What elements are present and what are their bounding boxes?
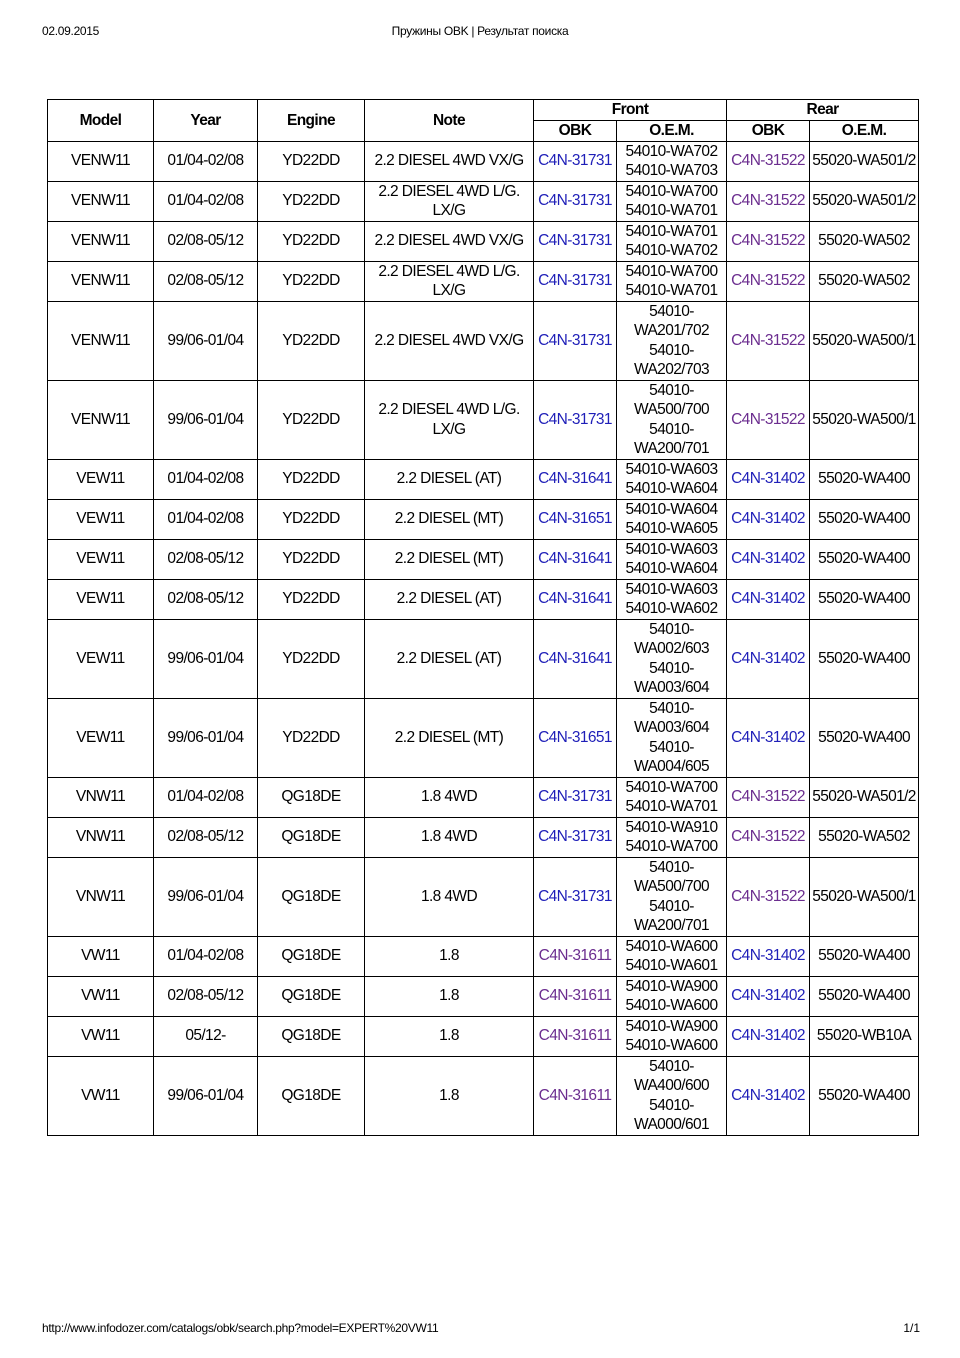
cell-model: VEW11 xyxy=(48,579,154,619)
page-title: Пружины OBK | Результат поиска xyxy=(391,24,569,38)
col-header-engine: Engine xyxy=(258,100,365,142)
cell-model: VEW11 xyxy=(48,619,154,698)
page-number: 1/1 xyxy=(903,1321,920,1335)
cell-rear-obk: C4N-31402 xyxy=(727,976,810,1016)
cell-model: VW11 xyxy=(48,1056,154,1135)
cell-year: 01/04-02/08 xyxy=(154,936,258,976)
front-oem-line: 54010-WA700 xyxy=(625,778,718,796)
front-oem-line: 54010- xyxy=(649,738,694,756)
col-header-year: Year xyxy=(154,100,258,142)
cell-rear-obk: C4N-31522 xyxy=(727,301,810,380)
cell-engine: YD22DD xyxy=(258,459,365,499)
cell-front-obk: C4N-31611 xyxy=(534,1016,617,1056)
cell-year: 02/08-05/12 xyxy=(154,579,258,619)
cell-engine: YD22DD xyxy=(258,261,365,301)
cell-note: 2.2 DIESEL 4WD L/G. LX/G xyxy=(365,380,534,459)
front-oem-line: 54010-WA600 xyxy=(625,997,718,1014)
cell-rear-obk: C4N-31402 xyxy=(727,698,810,777)
front-oem-line: 54010-WA603 xyxy=(625,460,718,478)
col-header-front-oem: O.E.M. xyxy=(617,121,727,142)
cell-engine: YD22DD xyxy=(258,579,365,619)
cell-rear-obk: C4N-31522 xyxy=(727,777,810,817)
cell-front-obk: C4N-31731 xyxy=(534,181,617,221)
cell-rear-oem: 55020-WB10A xyxy=(810,1016,919,1056)
front-oem-line: 54010-WA900 xyxy=(625,1017,718,1035)
cell-rear-obk: C4N-31402 xyxy=(727,499,810,539)
front-oem-line: WA500/700 xyxy=(633,401,710,418)
front-oem-line: WA400/600 xyxy=(633,1077,710,1094)
cell-year: 99/06-01/04 xyxy=(154,380,258,459)
cell-model: VNW11 xyxy=(48,817,154,857)
cell-rear-oem: 55020-WA502 xyxy=(810,221,919,261)
cell-year: 02/08-05/12 xyxy=(154,221,258,261)
cell-note: 2.2 DIESEL 4WD VX/G xyxy=(365,141,534,181)
table-row xyxy=(48,817,919,857)
cell-front-oem xyxy=(617,1056,727,1135)
cell-year: 99/06-01/04 xyxy=(154,619,258,698)
cell-front-oem xyxy=(617,301,727,380)
front-oem-line: 54010-WA700 xyxy=(625,262,718,280)
cell-year: 99/06-01/04 xyxy=(154,698,258,777)
cell-engine: QG18DE xyxy=(258,817,365,857)
front-oem-line: WA000/601 xyxy=(633,1116,710,1133)
front-oem-line: 54010- xyxy=(649,659,694,677)
front-oem-line: 54010- xyxy=(649,1057,694,1075)
front-oem-line: 54010-WA602 xyxy=(625,600,718,617)
table-row xyxy=(48,619,919,698)
cell-model: VEW11 xyxy=(48,499,154,539)
cell-front-obk: C4N-31731 xyxy=(534,301,617,380)
cell-note: 1.8 4WD xyxy=(365,777,534,817)
cell-model: VENW11 xyxy=(48,141,154,181)
cell-engine: QG18DE xyxy=(258,976,365,1016)
cell-rear-oem: 55020-WA400 xyxy=(810,539,919,579)
cell-rear-obk: C4N-31402 xyxy=(727,539,810,579)
cell-engine: QG18DE xyxy=(258,777,365,817)
cell-year: 01/04-02/08 xyxy=(154,459,258,499)
cell-rear-obk: C4N-31522 xyxy=(727,221,810,261)
cell-model: VNW11 xyxy=(48,857,154,936)
cell-rear-obk: C4N-31402 xyxy=(727,459,810,499)
front-oem-line: 54010-WA700 xyxy=(625,838,718,855)
front-oem-line: 54010- xyxy=(649,620,694,638)
cell-model: VEW11 xyxy=(48,539,154,579)
cell-rear-obk: C4N-31522 xyxy=(727,380,810,459)
col-header-rear-obk: OBK xyxy=(727,121,810,142)
table-body xyxy=(48,141,919,1135)
springs-table xyxy=(47,99,919,1136)
cell-engine: YD22DD xyxy=(258,181,365,221)
cell-front-oem xyxy=(617,579,727,619)
cell-note: 2.2 DIESEL (AT) xyxy=(365,459,534,499)
front-oem-line: 54010-WA601 xyxy=(625,957,718,974)
cell-front-oem xyxy=(617,499,727,539)
cell-note: 2.2 DIESEL 4WD L/G. LX/G xyxy=(365,181,534,221)
cell-rear-oem: 55020-WA501/2 xyxy=(810,141,919,181)
cell-front-obk: C4N-31611 xyxy=(534,936,617,976)
front-oem-line: WA202/703 xyxy=(633,361,710,378)
cell-front-oem xyxy=(617,221,727,261)
cell-model: VENW11 xyxy=(48,221,154,261)
cell-front-obk: C4N-31731 xyxy=(534,380,617,459)
front-oem-line: 54010- xyxy=(649,341,694,359)
cell-year: 99/06-01/04 xyxy=(154,857,258,936)
cell-rear-oem: 55020-WA500/1 xyxy=(810,857,919,936)
front-oem-line: 54010-WA605 xyxy=(625,520,718,537)
cell-year: 01/04-02/08 xyxy=(154,181,258,221)
cell-front-obk: C4N-31641 xyxy=(534,579,617,619)
cell-rear-obk: C4N-31522 xyxy=(727,261,810,301)
cell-front-oem xyxy=(617,777,727,817)
cell-rear-oem: 55020-WA400 xyxy=(810,579,919,619)
cell-rear-oem: 55020-WA501/2 xyxy=(810,777,919,817)
cell-rear-oem: 55020-WA500/1 xyxy=(810,301,919,380)
cell-front-obk: C4N-31611 xyxy=(534,976,617,1016)
cell-front-obk: C4N-31641 xyxy=(534,459,617,499)
front-oem-line: 54010- xyxy=(649,420,694,438)
table-row xyxy=(48,1056,919,1135)
front-oem-line: 54010- xyxy=(649,1096,694,1114)
front-oem-line: 54010- xyxy=(649,302,694,320)
table-row xyxy=(48,698,919,777)
cell-note: 1.8 xyxy=(365,976,534,1016)
cell-front-oem xyxy=(617,459,727,499)
cell-rear-oem: 55020-WA400 xyxy=(810,976,919,1016)
cell-engine: QG18DE xyxy=(258,857,365,936)
cell-note: 2.2 DIESEL (AT) xyxy=(365,619,534,698)
table-row xyxy=(48,380,919,459)
front-oem-line: 54010-WA701 xyxy=(625,202,718,219)
cell-engine: YD22DD xyxy=(258,698,365,777)
cell-model: VNW11 xyxy=(48,777,154,817)
front-oem-line: 54010- xyxy=(649,858,694,876)
cell-front-oem xyxy=(617,619,727,698)
cell-year: 05/12- xyxy=(154,1016,258,1056)
table-row xyxy=(48,976,919,1016)
cell-model: VEW11 xyxy=(48,698,154,777)
front-oem-line: 54010-WA703 xyxy=(625,162,718,179)
cell-front-oem xyxy=(617,817,727,857)
cell-note: 2.2 DIESEL (AT) xyxy=(365,579,534,619)
cell-year: 02/08-05/12 xyxy=(154,976,258,1016)
cell-note: 1.8 4WD xyxy=(365,857,534,936)
cell-rear-obk: C4N-31402 xyxy=(727,1016,810,1056)
table-row xyxy=(48,499,919,539)
col-header-note: Note xyxy=(365,100,534,142)
front-oem-line: 54010-WA900 xyxy=(625,977,718,995)
cell-front-obk: C4N-31641 xyxy=(534,619,617,698)
cell-engine: YD22DD xyxy=(258,499,365,539)
front-oem-line: 54010-WA700 xyxy=(625,182,718,200)
table-row xyxy=(48,301,919,380)
front-oem-line: 54010-WA702 xyxy=(625,242,718,259)
source-url: http://www.infodozer.com/catalogs/obk/search.php?model=EXPERT%20VW11 xyxy=(42,1321,439,1335)
cell-note: 2.2 DIESEL (MT) xyxy=(365,539,534,579)
cell-rear-obk: C4N-31522 xyxy=(727,141,810,181)
cell-year: 99/06-01/04 xyxy=(154,1056,258,1135)
table-row xyxy=(48,459,919,499)
front-oem-line: 54010-WA603 xyxy=(625,580,718,598)
front-oem-line: WA200/701 xyxy=(633,917,710,934)
cell-rear-oem: 55020-WA400 xyxy=(810,619,919,698)
cell-model: VW11 xyxy=(48,1016,154,1056)
print-date: 02.09.2015 xyxy=(42,24,100,38)
cell-year: 01/04-02/08 xyxy=(154,499,258,539)
front-oem-line: 54010-WA910 xyxy=(625,818,718,836)
table-row xyxy=(48,936,919,976)
front-oem-line: WA003/604 xyxy=(633,679,710,696)
cell-front-oem xyxy=(617,1016,727,1056)
cell-year: 02/08-05/12 xyxy=(154,817,258,857)
cell-front-oem xyxy=(617,380,727,459)
front-oem-line: WA500/700 xyxy=(633,878,710,895)
cell-engine: YD22DD xyxy=(258,141,365,181)
front-oem-line: 54010-WA603 xyxy=(625,540,718,558)
table-row xyxy=(48,777,919,817)
cell-year: 99/06-01/04 xyxy=(154,301,258,380)
table-row xyxy=(48,221,919,261)
cell-rear-oem: 55020-WA400 xyxy=(810,459,919,499)
col-group-rear: Rear xyxy=(727,100,919,121)
cell-rear-oem: 55020-WA400 xyxy=(810,1056,919,1135)
cell-note: 1.8 xyxy=(365,936,534,976)
front-oem-line: 54010-WA702 xyxy=(625,142,718,160)
cell-model: VW11 xyxy=(48,976,154,1016)
cell-front-oem xyxy=(617,141,727,181)
cell-front-oem xyxy=(617,261,727,301)
cell-engine: YD22DD xyxy=(258,619,365,698)
cell-rear-oem: 55020-WA400 xyxy=(810,698,919,777)
cell-front-oem xyxy=(617,539,727,579)
cell-engine: YD22DD xyxy=(258,539,365,579)
front-oem-line: 54010-WA701 xyxy=(625,282,718,299)
col-header-front-obk: OBK xyxy=(534,121,617,142)
front-oem-line: 54010-WA701 xyxy=(625,798,718,815)
cell-engine: YD22DD xyxy=(258,301,365,380)
cell-note: 1.8 xyxy=(365,1056,534,1135)
cell-front-obk: C4N-31731 xyxy=(534,261,617,301)
table-row xyxy=(48,579,919,619)
front-oem-line: 54010- xyxy=(649,699,694,717)
front-oem-line: 54010-WA604 xyxy=(625,480,718,497)
cell-engine: QG18DE xyxy=(258,936,365,976)
cell-front-obk: C4N-31611 xyxy=(534,1056,617,1135)
cell-front-obk: C4N-31731 xyxy=(534,141,617,181)
cell-engine: QG18DE xyxy=(258,1056,365,1135)
table-row xyxy=(48,1016,919,1056)
col-group-front: Front xyxy=(534,100,727,121)
cell-front-oem xyxy=(617,698,727,777)
cell-year: 01/04-02/08 xyxy=(154,777,258,817)
cell-front-obk: C4N-31731 xyxy=(534,817,617,857)
cell-year: 01/04-02/08 xyxy=(154,141,258,181)
table-row xyxy=(48,857,919,936)
cell-engine: QG18DE xyxy=(258,1016,365,1056)
table-row xyxy=(48,539,919,579)
cell-rear-obk: C4N-31402 xyxy=(727,1056,810,1135)
cell-model: VENW11 xyxy=(48,380,154,459)
cell-rear-oem: 55020-WA501/2 xyxy=(810,181,919,221)
cell-rear-oem: 55020-WA400 xyxy=(810,936,919,976)
cell-note: 2.2 DIESEL 4WD VX/G xyxy=(365,301,534,380)
cell-rear-obk: C4N-31402 xyxy=(727,936,810,976)
cell-front-oem xyxy=(617,181,727,221)
table-row xyxy=(48,141,919,181)
cell-note: 2.2 DIESEL (MT) xyxy=(365,499,534,539)
cell-year: 02/08-05/12 xyxy=(154,539,258,579)
cell-model: VENW11 xyxy=(48,301,154,380)
front-oem-line: 54010- xyxy=(649,381,694,399)
cell-note: 2.2 DIESEL 4WD L/G. LX/G xyxy=(365,261,534,301)
cell-rear-oem: 55020-WA502 xyxy=(810,817,919,857)
cell-rear-oem: 55020-WA502 xyxy=(810,261,919,301)
cell-front-oem xyxy=(617,976,727,1016)
cell-front-obk: C4N-31731 xyxy=(534,777,617,817)
cell-year: 02/08-05/12 xyxy=(154,261,258,301)
cell-model: VEW11 xyxy=(48,459,154,499)
cell-front-oem xyxy=(617,936,727,976)
cell-front-obk: C4N-31731 xyxy=(534,857,617,936)
front-oem-line: 54010-WA600 xyxy=(625,1037,718,1054)
cell-front-obk: C4N-31731 xyxy=(534,221,617,261)
cell-engine: YD22DD xyxy=(258,380,365,459)
front-oem-line: WA201/702 xyxy=(633,322,710,339)
cell-rear-obk: C4N-31522 xyxy=(727,181,810,221)
cell-note: 2.2 DIESEL 4WD VX/G xyxy=(365,221,534,261)
cell-rear-oem: 55020-WA500/1 xyxy=(810,380,919,459)
table-row xyxy=(48,261,919,301)
front-oem-line: 54010- xyxy=(649,897,694,915)
front-oem-line: WA003/604 xyxy=(633,719,710,736)
cell-note: 1.8 4WD xyxy=(365,817,534,857)
cell-model: VW11 xyxy=(48,936,154,976)
front-oem-line: 54010-WA604 xyxy=(625,500,718,518)
cell-rear-obk: C4N-31402 xyxy=(727,579,810,619)
cell-front-oem xyxy=(617,857,727,936)
col-header-model: Model xyxy=(48,100,154,142)
front-oem-line: 54010-WA600 xyxy=(625,937,718,955)
cell-rear-obk: C4N-31522 xyxy=(727,817,810,857)
cell-rear-obk: C4N-31402 xyxy=(727,619,810,698)
cell-front-obk: C4N-31651 xyxy=(534,698,617,777)
cell-note: 1.8 xyxy=(365,1016,534,1056)
front-oem-line: WA004/605 xyxy=(633,758,710,775)
table-row xyxy=(48,181,919,221)
cell-model: VENW11 xyxy=(48,261,154,301)
front-oem-line: WA002/603 xyxy=(633,640,710,657)
front-oem-line: 54010-WA604 xyxy=(625,560,718,577)
front-oem-line: 54010-WA701 xyxy=(625,222,718,240)
cell-rear-obk: C4N-31522 xyxy=(727,857,810,936)
cell-front-obk: C4N-31641 xyxy=(534,539,617,579)
col-header-rear-oem: O.E.M. xyxy=(810,121,919,142)
cell-engine: YD22DD xyxy=(258,221,365,261)
front-oem-line: WA200/701 xyxy=(633,440,710,457)
cell-front-obk: C4N-31651 xyxy=(534,499,617,539)
cell-rear-oem: 55020-WA400 xyxy=(810,499,919,539)
cell-note: 2.2 DIESEL (MT) xyxy=(365,698,534,777)
cell-model: VENW11 xyxy=(48,181,154,221)
